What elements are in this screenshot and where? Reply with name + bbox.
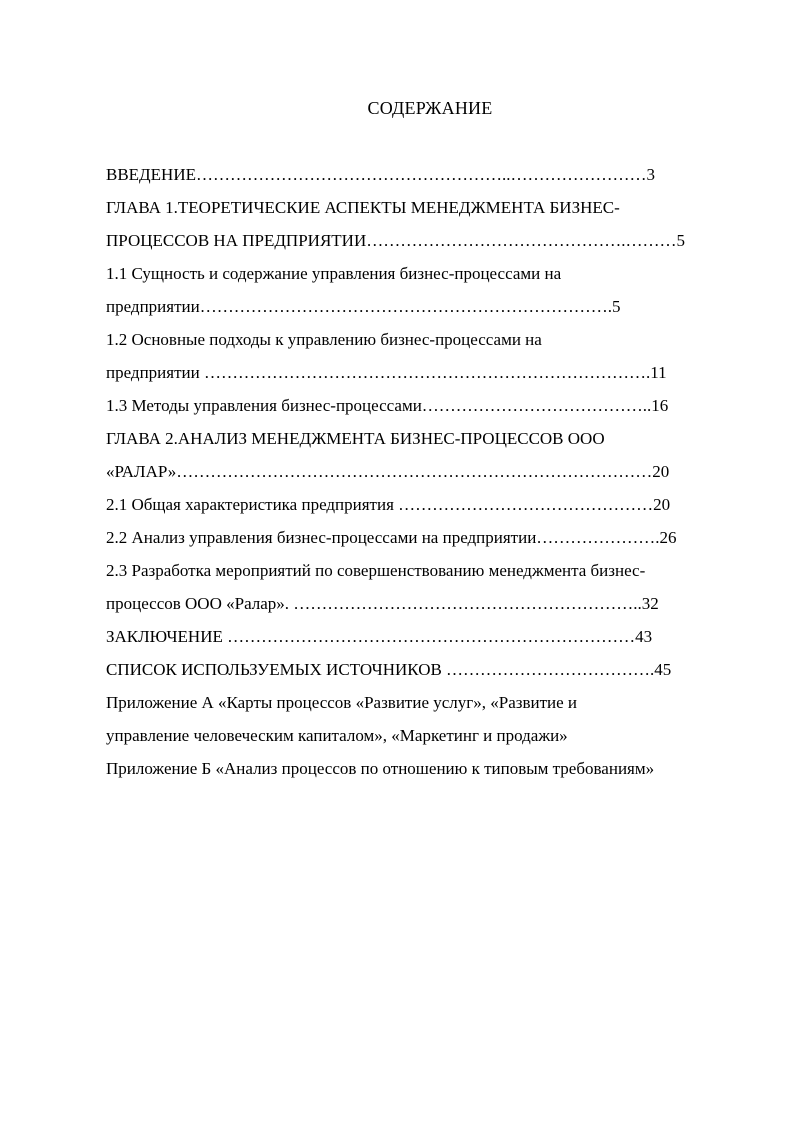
page-title: СОДЕРЖАНИЕ [367,98,493,118]
toc-line: 1.2 Основные подходы к управлению бизнес-процессами на [106,330,542,349]
toc-line: ГЛАВА 2.АНАЛИЗ МЕНЕДЖМЕНТА БИЗНЕС-ПРОЦЕССОВ ООО [106,429,605,448]
toc-line: Приложение А «Карты процессов «Развитие услуг», «Развитие и [106,693,578,712]
toc-line: 2.1 Общая характеристика предприятия ………………………………………20 [106,495,671,514]
toc-line: 2.3 Разработка мероприятий по совершенствованию менеджмента бизнес- [106,561,646,580]
toc-line: ГЛАВА 1.ТЕОРЕТИЧЕСКИЕ АСПЕКТЫ МЕНЕДЖМЕНТА БИЗНЕС- [106,198,620,217]
toc-line: ВВЕДЕНИЕ………………………………………………..……………………3 [106,165,655,184]
toc-line: 1.1 Сущность и содержание управления бизнес-процессами на [106,264,562,283]
toc-line: ЗАКЛЮЧЕНИЕ ………………………………………………………………43 [106,627,653,646]
toc-line: ПРОЦЕССОВ НА ПРЕДПРИЯТИИ……………………………………….………5 [106,231,685,250]
toc-line: 2.2 Анализ управления бизнес-процессами на предприятии………………….26 [106,528,677,547]
toc-line: Приложение Б «Анализ процессов по отношению к типовым требованиям» [106,759,655,778]
toc-line: предприятии……………………………………………………………….5 [106,297,621,316]
toc-line: СПИСОК ИСПОЛЬЗУЕМЫХ ИСТОЧНИКОВ ……………………………….45 [106,660,672,679]
toc-line: предприятии …………………………………………………………………….11 [106,363,667,382]
table-of-contents [106,162,746,789]
toc-line: 1.3 Методы управления бизнес-процессами…………………………………..16 [106,396,669,415]
toc-line: управление человеческим капиталом», «Маркетинг и продажи» [106,726,568,745]
toc-line: процессов ООО «Ралар». ……………………………………………………..32 [106,594,659,613]
toc-line: «РАЛАР»…………………………………………………………………………20 [106,462,670,481]
